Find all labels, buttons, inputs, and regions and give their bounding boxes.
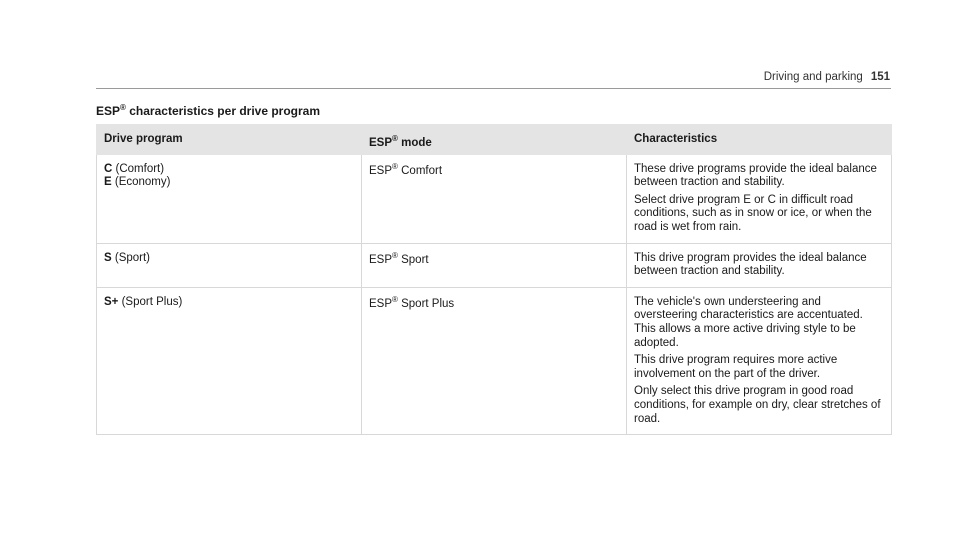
table-row bbox=[97, 243, 892, 287]
drive-program-entry bbox=[104, 163, 353, 177]
drive-program-label: (Economy) bbox=[111, 176, 171, 189]
registered-mark: ® bbox=[392, 250, 398, 260]
column-header-esp-mode bbox=[362, 125, 627, 155]
registered-mark: ® bbox=[392, 134, 398, 143]
drive-program-key: S bbox=[104, 251, 112, 264]
drive-program-key: E bbox=[104, 176, 112, 189]
table-header-row bbox=[97, 125, 892, 155]
drive-program-key: S+ bbox=[104, 295, 119, 308]
characteristics-paragraph: This drive program provides the ideal balance between traction and stability. bbox=[634, 251, 867, 278]
drive-program-cell bbox=[97, 243, 362, 287]
esp-text: ESP bbox=[369, 253, 393, 266]
column-header-drive-program: Drive program bbox=[97, 125, 362, 155]
drive-program-entry bbox=[104, 296, 353, 310]
registered-mark: ® bbox=[392, 161, 398, 171]
esp-text: ESP bbox=[369, 137, 393, 149]
esp-characteristics-table bbox=[96, 124, 892, 435]
characteristics-cell bbox=[627, 154, 892, 243]
characteristics-paragraph: Select drive program E or C in difficult road conditions, such as in snow or ice, or when the road is wet from rain. bbox=[634, 193, 872, 233]
characteristics-paragraph: Only select this drive program in good road conditions, for example on dry, clear stretches of road. bbox=[634, 385, 881, 425]
characteristics-paragraph: These drive programs provide the ideal balance between traction and stability. bbox=[634, 162, 877, 189]
registered-mark: ® bbox=[392, 294, 398, 304]
table-row bbox=[97, 287, 892, 434]
drive-program-entry bbox=[104, 252, 353, 266]
esp-mode-cell bbox=[362, 287, 627, 434]
esp-mode-cell bbox=[362, 154, 627, 243]
esp-mode-name: Comfort bbox=[397, 164, 443, 177]
characteristics-paragraph: The vehicle's own understeering and oversteering characteristics are accentuated. This allows a more active driving style to be adopted. bbox=[634, 295, 863, 349]
table-title-text: characteristics per drive program bbox=[125, 104, 321, 118]
drive-program-entry bbox=[104, 176, 353, 190]
column-header-characteristics: Characteristics bbox=[627, 125, 892, 155]
drive-program-cell bbox=[97, 154, 362, 243]
esp-text: ESP bbox=[369, 164, 393, 177]
running-header bbox=[764, 71, 890, 83]
esp-mode-name: Sport bbox=[397, 253, 429, 266]
esp-text: ESP bbox=[369, 297, 393, 310]
section-title: Driving and parking bbox=[763, 71, 863, 83]
characteristics-cell bbox=[627, 287, 892, 434]
esp-mode-name: Sport Plus bbox=[397, 297, 455, 310]
table-title bbox=[96, 104, 320, 118]
drive-program-label: (Comfort) bbox=[112, 162, 165, 175]
table-row bbox=[97, 154, 892, 243]
table-title-esp: ESP bbox=[96, 104, 121, 118]
registered-mark: ® bbox=[120, 103, 126, 112]
drive-program-key: C bbox=[104, 162, 113, 175]
header-rule bbox=[96, 88, 891, 89]
drive-program-label: (Sport Plus) bbox=[118, 295, 183, 308]
drive-program-label: (Sport) bbox=[111, 251, 151, 264]
page-number: 151 bbox=[870, 71, 890, 83]
mode-text: mode bbox=[397, 137, 432, 149]
drive-program-cell bbox=[97, 287, 362, 434]
esp-mode-cell bbox=[362, 243, 627, 287]
characteristics-cell bbox=[627, 243, 892, 287]
characteristics-paragraph: This drive program requires more active involvement on the part of the driver. bbox=[634, 354, 838, 380]
